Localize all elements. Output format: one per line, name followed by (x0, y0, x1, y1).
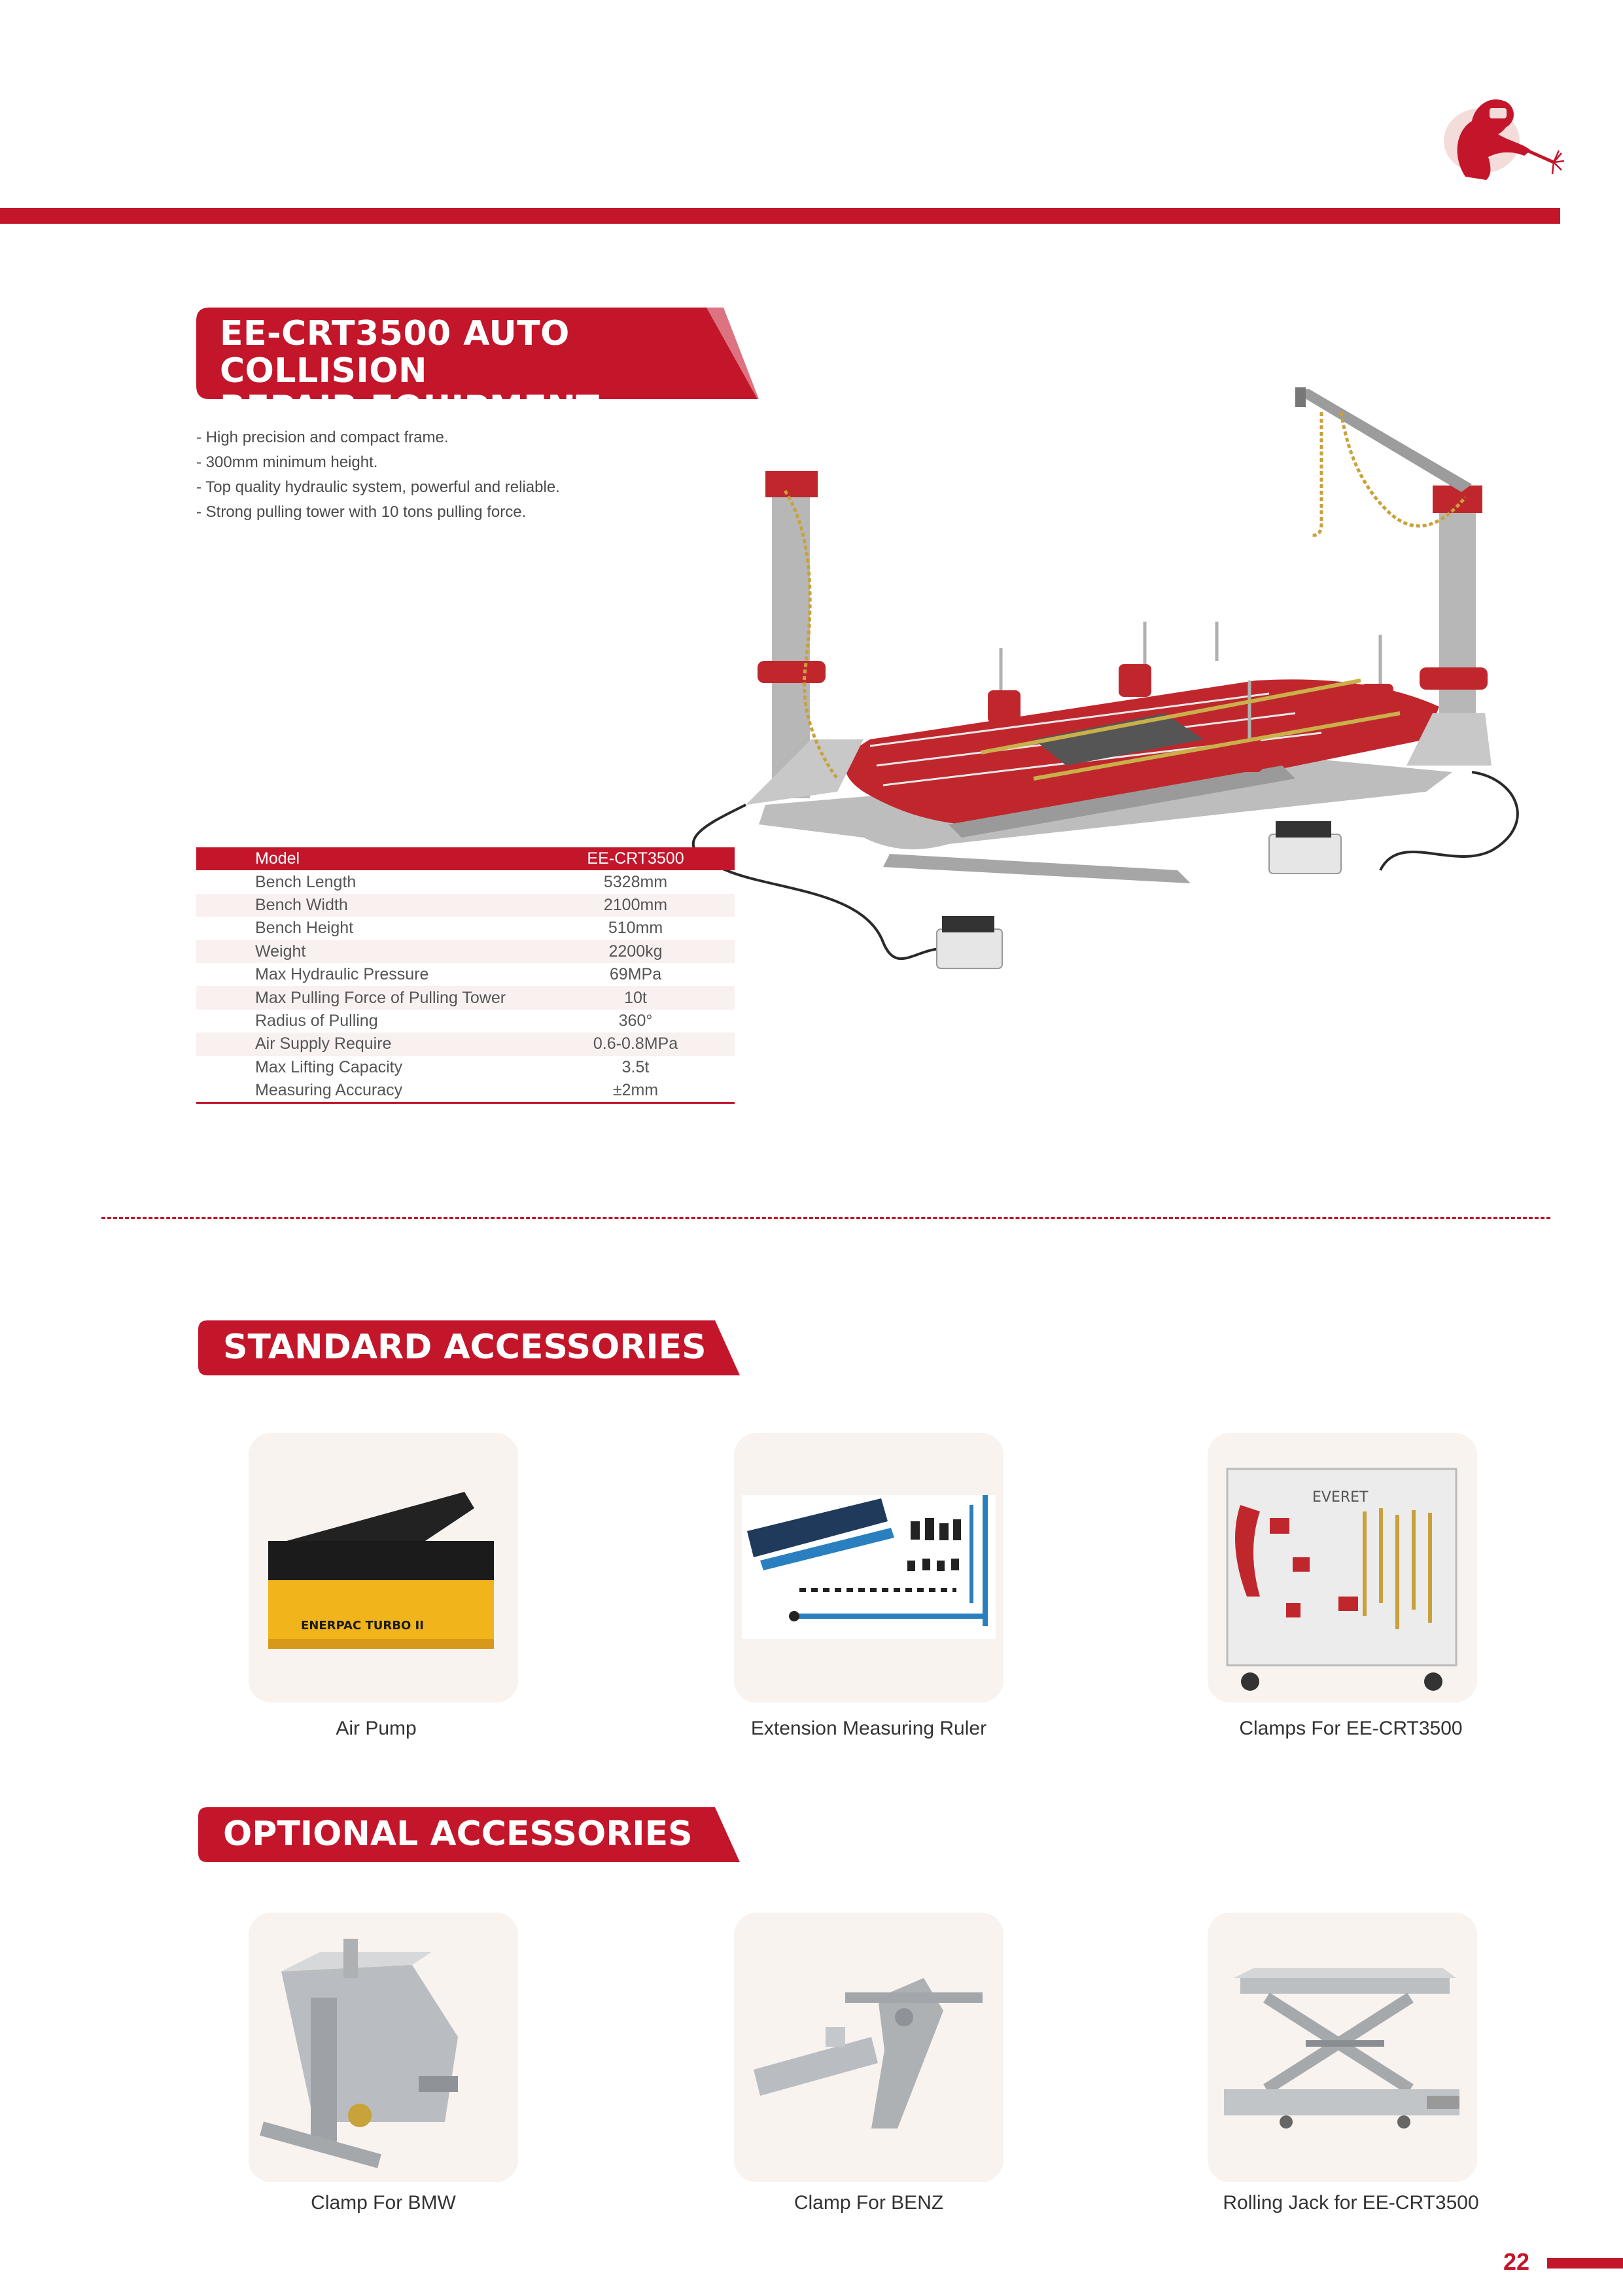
spec-row (196, 1079, 735, 1103)
spec-value: 360° (618, 1011, 653, 1030)
optional-accessories-title: OPTIONAL ACCESSORIES (223, 1814, 693, 1854)
spec-key: Max Hydraulic Pressure (255, 965, 429, 984)
air-pump-image (249, 1433, 518, 1703)
spec-row (196, 1010, 735, 1033)
measuring-ruler-caption: Extension Measuring Ruler (750, 1718, 987, 1739)
spec-key: Model (196, 847, 582, 870)
air-pump-brand-text: ENERPAC TURBO II (301, 1619, 424, 1633)
clamp-bmw-image (249, 1913, 518, 2182)
product-title-line2: REPAIR EQUIPMENT (220, 389, 600, 429)
rack-brand-text: EVERET (1312, 1489, 1369, 1506)
clamps-card (1208, 1433, 1477, 1703)
section-divider (101, 1217, 1550, 1219)
collision-bench-image (667, 373, 1583, 1040)
spec-row (196, 940, 735, 963)
spec-key: Bench Width (196, 894, 582, 917)
spec-value: 3.5t (621, 1057, 650, 1076)
spec-row (196, 917, 735, 940)
product-title-line1: EE-CRT3500 AUTO COLLISION (220, 314, 570, 391)
footer-bar (1547, 2258, 1623, 2269)
spec-value: 10t (582, 986, 735, 1009)
header-bar (0, 208, 1560, 224)
clamps-caption: Clamps For EE-CRT3500 (1239, 1718, 1463, 1739)
clamp-benz-caption: Clamp For BENZ (794, 2192, 944, 2214)
spec-value: 2100mm (582, 894, 735, 917)
feature-list (196, 425, 720, 525)
spec-key: Max Pulling Force of Pulling Tower (196, 986, 582, 1009)
spec-key: Bench Height (255, 919, 354, 938)
spec-value: 5328mm (603, 872, 668, 891)
spec-row (196, 986, 735, 1009)
feature-item: - 300mm minimum height. (196, 453, 378, 471)
clamp-bmw-caption: Clamp For BMW (311, 2192, 456, 2214)
clamp-benz-card (734, 1913, 1003, 2182)
spec-value: 2200kg (582, 940, 735, 963)
feature-item: - Strong pulling tower with 10 tons pulling force. (196, 503, 527, 521)
spec-row (196, 894, 735, 917)
clamp-bmw-card (249, 1913, 518, 2182)
spec-key: Weight (196, 940, 582, 963)
rolling-jack-card (1208, 1913, 1477, 2182)
spec-key: Bench Length (255, 872, 357, 891)
standard-accessories-title: STANDARD ACCESSORIES (223, 1328, 707, 1367)
measuring-ruler-card (734, 1433, 1003, 1703)
spec-header-row (196, 847, 735, 870)
clamps-rack-image (1208, 1433, 1477, 1703)
spec-row (196, 870, 735, 893)
spec-value: 0.6-0.8MPa (582, 1033, 735, 1055)
page-number: 22 (1503, 2248, 1530, 2275)
rolling-jack-caption: Rolling Jack for EE-CRT3500 (1223, 2192, 1479, 2214)
spec-value: 510mm (608, 919, 663, 938)
measuring-ruler-image (734, 1433, 1003, 1703)
spec-key: Radius of Pulling (255, 1011, 378, 1030)
air-pump-caption: Air Pump (336, 1718, 417, 1739)
optional-accessories-banner (198, 1807, 741, 1862)
spec-key: Max Lifting Capacity (255, 1057, 403, 1076)
spec-key: Measuring Accuracy (196, 1079, 582, 1103)
air-pump-card (249, 1433, 518, 1703)
spec-value: EE-CRT3500 (582, 847, 735, 870)
spec-value: 69MPa (609, 965, 662, 984)
spec-row (196, 1056, 735, 1079)
spec-key: Air Supply Require (196, 1033, 582, 1055)
standard-accessories-banner (198, 1320, 741, 1375)
rolling-jack-image (1208, 1913, 1477, 2182)
feature-item: - Top quality hydraulic system, powerful and reliable. (196, 478, 560, 496)
feature-item: - High precision and compact frame. (196, 429, 449, 446)
spec-value: ±2mm (582, 1079, 735, 1103)
spec-row (196, 963, 735, 986)
clamp-benz-image (734, 1913, 1003, 2182)
spec-row (196, 1033, 735, 1055)
welder-icon (1426, 79, 1570, 193)
spec-table (196, 847, 735, 1104)
